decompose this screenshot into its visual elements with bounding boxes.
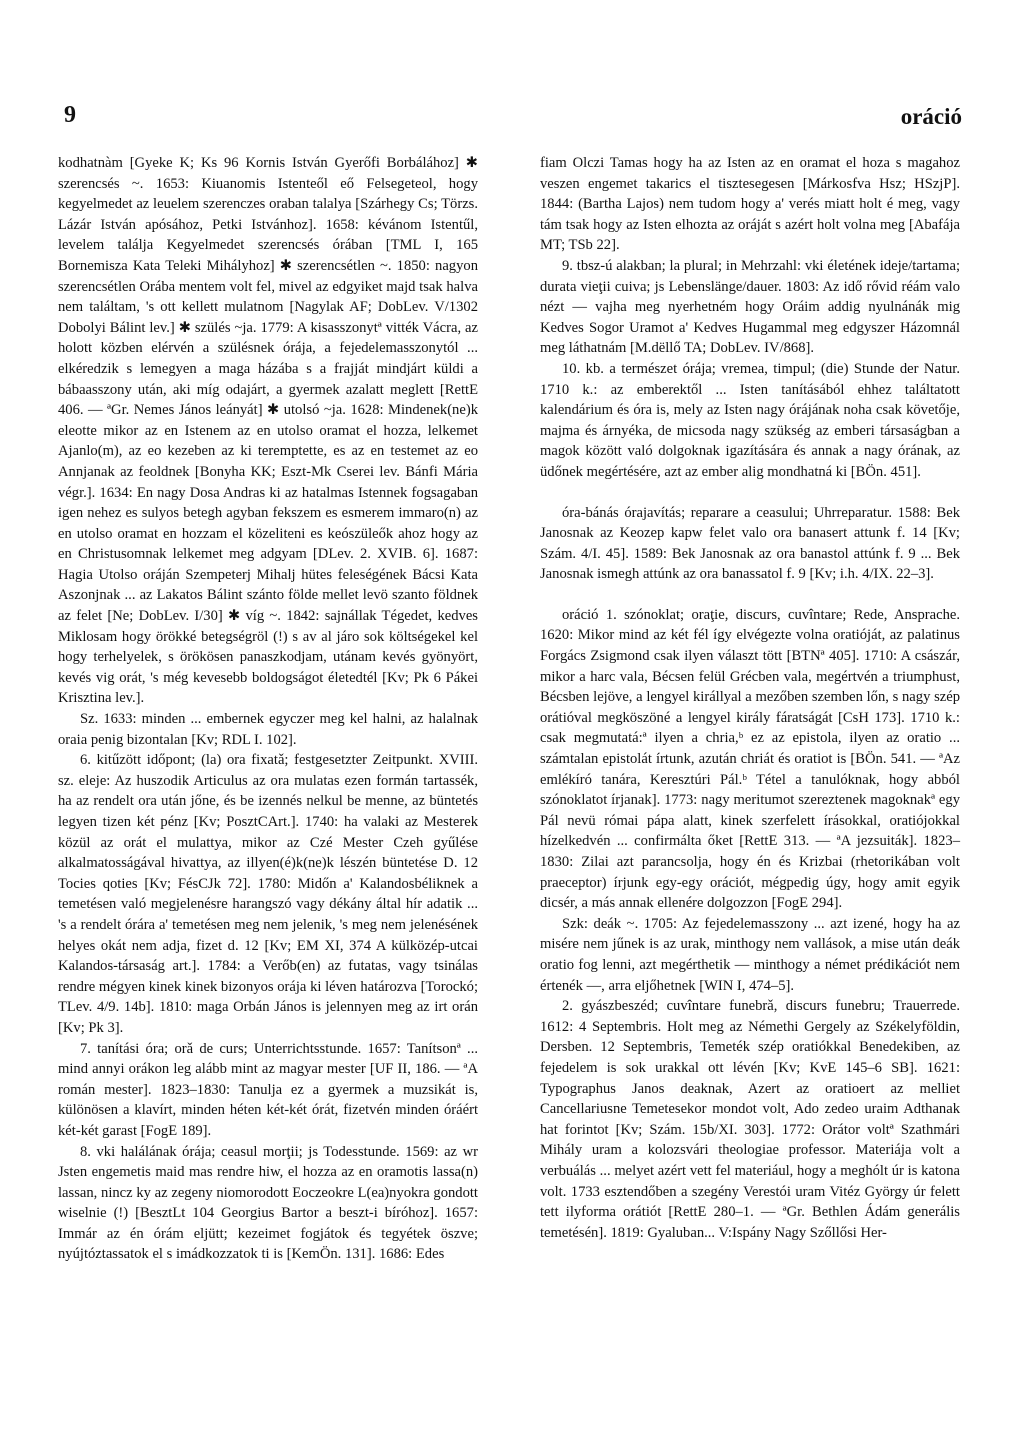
entry-paragraph: Szk: deák ~. 1705: Az fejedelemasszony ... azt izené, hogy ha az misére nem jűnek is az urak, minthogy nem vallások, a mise után deák oratio fog lenni, azt megérthetik — minthogy a német prédikációt nem értenék —, arra eljőhetnek [WIN I, 474–5]. — [540, 915, 960, 994]
entry-paragraph: 2. gyászbeszéd; cuvîntare funebrǎ, discurs funebru; Trauerrede. 1612: 4 Septembris. Holt meg az Némethi Gergely az Székelyföldin, Dersben. 12 Septembris, Temeték szép oratiókkal Benedekiben, az fejedelem is sok urakkal ott lévén [Kv; KvE 145–6 SB]. 1621: Typographus Janos deaknak, Azert az oratioert az melliet Cancellariusne Temetesekor mondot volt, Ado zedeo uraim Adthanak hat forintot [Kv; Szám. 15b/XI. 303]. 1772: Orátor voltª Szathmári Mihály uram a kolozsvári theologiae professor. Materiája volt a verbuálás ... melyet azért vett fel materiául, hogy a meghólt úr is katona volt. 1733 esztendőben a szegény Verestói uram Vitéz György úr felett tett ilyforma orátiót [RettE 280–1. — ªGr. Bethlen Ádám generális temetésén]. 1819: Gyaluban... V:Ispány Nagy Szőllősi Her- — [540, 998, 960, 1241]
entry-paragraph: 8. vki halálának órája; ceasul morţii; js Todesstunde. 1569: az wr Jsten engemetis maid mas rendre hiw, el hozza az en oramotis lassa(n) lassan, nincz ky az zegeny niomorodott Eoczeokre L(ea)nyokra gondott wiselnie (!) [BesztLt 104 Georgius Bartor a beszt-i bíróhoz]. 1657: Immár az én órám eljütt; kezeimet fogjátok és tegyétek öszve; nyújtóztassatok el s imádkozzatok ti is [KemÖn. 131]. 1686: Edes — [58, 1143, 478, 1263]
running-headword: oráció — [900, 104, 962, 129]
entry-paragraph: 6. kitűzött időpont; (la) ora fixatǎ; festgesetzter Zeitpunkt. XVIII. sz. eleje: Az huszodik Articulus az ora mulatas ezen formán tartassék, ha az rendelt ora után jőne, és be izennés nelkul be menne, az büntetés legyen tizen két pénz [Kv; PosztCArt.]. 1740: ha valaki az Mesterek közül az orát el mulattya, mikor az Czé Mester Czeh gyűlése alkalmatosságával hivattya, az illyen(é)k(ne)k lészén büntetése D. 12 Tocies qoties [Kv; FésCJk 72]. 1780: Midőn a' Kalandosbéliknek a temetésen való megjelenésre harangszó vagy dékány által hír adatik ... 's a rendelt órára a' temetésen meg nem jelenik, 's meg nem jelenésének helyes okát nem adja, fizet d. 12 [Kv; EM XI, 374 A külközép-utcai Kalandos-társaság art.]. 1784: a Verőb(en) az futatas, vagy tsinálas rendre mégyen kinek kinek bizonyos orája ki léven határozva [Torockó; TLev. 4/9. 14b]. 1810: maga Orbán János is jelennyen meg az irt orán [Kv; Pk 3]. — [58, 752, 479, 1036]
entry-paragraph: óra-bánás órajavítás; reparare a ceasului; Uhrreparatur. 1588: Bek Janosnak az Keozep kapw felet valo ora banasert attunk f. 14 [Kv; Szám. 4/I. 45]. 1589: Bek Janosnak az ora banastol attúnk f. 9 ... Bek Janosnak ismegh attúnk az ora banassatol f. 9 [Kv; i.h. 4/IX. 22–3]. — [540, 504, 960, 583]
entry-paragraph: 10. kb. a természet órája; vremea, timpul; (die) Stunde der Natur. 1710 k.: az emberektől ... Isten tanításából ehhez találtatott kalendárium és óra is, mely az Isten nagy órájának noha csak követője, majma és árnyéka, de micsoda nagy szükség az emberi társaságban a magok között való dolgoknak igazítására és annak a nagy órának, az üdőnek megértésére, azt az ember alig mondhatná ki [BÖn. 451]. — [540, 360, 960, 480]
entry-paragraph: Sz. 1633: minden ... embernek egyczer meg kel halni, az halalnak oraia penig bizontalan [Kv; RDL I. 102]. — [58, 711, 478, 748]
right-column — [540, 153, 960, 1243]
entry-paragraph: 9. tbsz-ú alakban; la plural; in Mehrzahl: vki életének ideje/tartama; durata vieţii cuiva; js Lebenslänge/dauer. 1803: Az idő rővid réám valo nézt — vajha meg nyerhetném hogy Oráim addig nyulnánák mig Kedves Sogor Uramot a' Kedves Hugammal meg edgyszer Házomnál meg láthatnám [M.dëllő TA; DobLev. IV/868]. — [540, 257, 960, 357]
entry-paragraph: 7. tanítási óra; orǎ de curs; Unterrichtsstunde. 1657: Tanítsonª ... mind annyi orákon leg alább mint az magyar mester [UF II, 186. — ªA román mester]. 1823–1830: Tanulja ez a gyermek a muzsikát is, különösen a klavírt, minden héten két-két órát, fizetvén minden óráért két-két garast [FogE 189]. — [58, 1040, 478, 1139]
left-column — [58, 153, 478, 1265]
page-number: 9 — [64, 102, 76, 128]
entry-paragraph: fiam Olczi Tamas hogy ha az Isten az en oramat el hoza s magahoz veszen engemet takarics el tisztesegesen [Márkosfva Hsz; HSzjP]. 1844: (Bartha Lajos) nem tudom hogy a' verés miatt holt é meg, vagy tám tsak hogy az Isten elhozta az oráját s azért holt volna meg [Abafája MT; TSb 22]. — [540, 155, 960, 254]
entry-paragraph: oráció 1. szónoklat; oraţie, discurs, cuvîntare; Rede, Ansprache. 1620: Mikor mind az két fél így elvégezte volna oratióját, az palatinus Forgács Zsigmond csak ilyen választ tött [BTNª 405]. 1710: A császár, mikor a harc vala, Bécsen felül Grécben vala, megértvén a triumphust, Bécsben lejöve, a lengyel királlyal a mezőben szemben lőn, s nagy szép orátióval megköszöné a lengyel király fáratságát [CsH 173]. 1710 k.: csak megmutatá:ª ilyen a chria,ᵇ ez az epistola, ilyen az oratio ... számtalan epistolát írtunk, azután chriát és oratiot is [BÖn. 541. — ªAz emlékíró tanára, Keresztúri Pál.ᵇ Tétel a tanulóknak, hogy abból szónoklatot írjanak]. 1773: nagy meritumot szereztenek magoknakª egy Pál nevü római pápa alatt, kinek szerfelett írásokkal, oratiójokkal hízelkedvén ... confirmálta őket [RettE 313. — ªA jezsuiták]. 1823–1830: Zilai azt parancsolja, hogy én és Krizbai (rhetorikában volt praeceptor) írjunk egy-egy orációt, mégpedig úgy, hogy amit egyik dicsér, a más annak ellenére dolgozzon [FogE 294]. — [540, 606, 960, 912]
entry-paragraph: kodhatnàm [Gyeke K; Ks 96 Kornis István Gyerőfi Borbálához] ✱ szerencsés ~. 1653: Kiuanomis Istenteől eő Felsegeteol, hogy kegyelmedet az leuelem szerenczes oraban talalya [Szárhegy Cs; Törzs. Lázár István apósához, Petki Istvánhoz]. 1658: kévánom Istentűl, levelem találja Kegyelmedet szerencsés órában [TML I, 165 Bornemisza Kata Teleki Mihályhoz] ✱ szerencsétlen ~. 1850: nagyon szerencsétlen Orába mentem volt fel, mivel az edgyiket majd tsak halva nem találtam, 's ott kellett mulatnom [Nagylak AF; DobLev. V/1302 Dobolyi Bálint lev.] ✱ szülés ~ja. 1779: A kisasszonytª vitték Vácra, az holott közben elérvén a szülésnek órája, a fejedelemasszonytól ... elkéredzik s lemegyen a maga házába s a frajját mindjárt küldi a bábaasszony után, aki míg odajárt, a gyermek azalatt meglett [RettE 406. — ªGr. Nemes János leányát] ✱ utolsó ~ja. 1628: Mindenek(ne)k eleotte mikor az en Istenem az en utolso oramat el hozza, lelkemet Ajanlo(m), az eo kezeben az ki teremptette, es az en testemet az eo Annjanak az feoldnek [Bonyha KK; Eszt-Mk Cserei lev. Bánfi Mária végr.]. 1634: En nagy Dosa Andras ki az hatalmas Istennek fogsagaban igen nehez es sulyos betegh agyban fekszem es esmerem immaro(n) az en utolso oramat en hozzam el közeliteni es keószüleők ahoz hogy az en Christusomnak lelkemet meg adgyam [DLev. 2. XVIB. 6]. 1687: Hagia Utolso oráján Szempeterj Mihalj hütes feleségének Bácsi Kata Aszonjnak ... az Lakatos Bálint szánto földe mellet levö szanto földnek az felet [Ne; DobLev. I/30] ✱ víg ~. 1842: sajnállak Tégedet, kedves Miklosam hogy örökké betegségröl (!) s av al járo sok költségekel kel hogy terhelyelek, s örökösen panaszkodjam, utánam kevés gyönyört, kevés vig orát, 's még kevesebb boldogságot életedtél [Kv; Pk 6 Pákei Krisztina lev.]. — [58, 155, 478, 707]
